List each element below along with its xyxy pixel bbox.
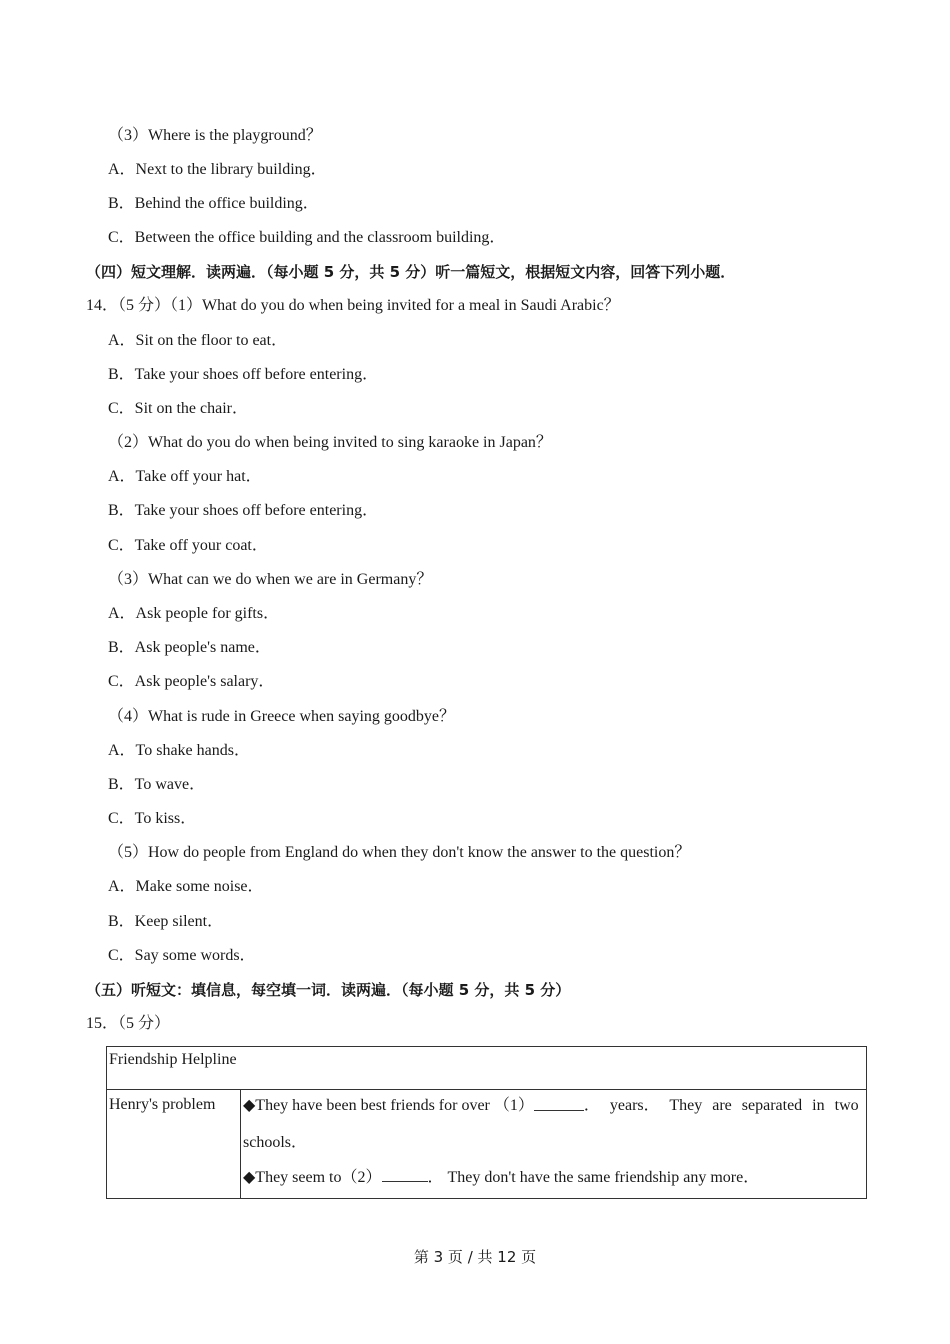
line3-text-a: ◆They seem to（2）: [243, 1169, 382, 1186]
section-4-heading: （四）短文理解．读两遍．（每小题 5 分，共 5 分）听一篇短文，根据短文内容，回答下列小题．: [86, 263, 736, 281]
q14-p2-option-b: B．Take your shoes off before entering．: [108, 502, 379, 519]
q15-number: 15．（5 分）: [86, 1015, 171, 1032]
content-line-2: schools．: [243, 1134, 308, 1151]
q14-p3-option-b: B．Ask people's name．: [108, 639, 271, 656]
content-line-1: [243, 1096, 864, 1116]
q14-p1-option-c: C．Sit on the chair．: [108, 400, 248, 417]
q14-question-3: （3）What can we do when we are in Germany？: [108, 571, 433, 588]
q14-question-2: （2）What do you do when being invited to sing karaoke in Japan？: [108, 434, 552, 451]
q14-p4-option-c: C．To kiss．: [108, 810, 197, 827]
table-row-label: Henry's problem: [107, 1090, 241, 1199]
friendship-helpline-table: [106, 1046, 867, 1199]
q14-p1-option-b: B．Take your shoes off before entering．: [108, 366, 379, 383]
q14-p4-option-b: B．To wave．: [108, 776, 206, 793]
blank-2[interactable]: [382, 1167, 428, 1182]
blank-1[interactable]: [534, 1096, 584, 1111]
table-row-content: [241, 1090, 867, 1199]
q14-p5-option-a: A．Make some noise．: [108, 878, 264, 895]
q14-question-4: （4）What is rude in Greece when saying goodbye？: [108, 708, 456, 725]
q14-p3-option-c: C．Ask people's salary．: [108, 673, 275, 690]
q14-p2-option-a: A．Take off your hat．: [108, 468, 262, 485]
content-line-3: [243, 1167, 864, 1188]
table-title: Friendship Helpline: [107, 1047, 867, 1090]
q14-p4-option-a: A．To shake hands．: [108, 742, 250, 759]
q14-p3-option-a: A．Ask people for gifts．: [108, 605, 280, 622]
q14-p5-option-c: C．Say some words．: [108, 947, 256, 964]
line1-text-b: ． years． They are separated in two: [583, 1097, 859, 1114]
page-footer: 第 3 页 / 共 12 页: [413, 1248, 537, 1266]
q14-question-1: 14．（5 分）（1）What do you do when being invited for a meal in Saudi Arabic？: [86, 297, 620, 314]
q14-question-5: （5）How do people from England do when they don't know the answer to the question？: [108, 844, 691, 861]
q14-p1-option-a: A．Sit on the floor to eat．: [108, 332, 288, 349]
q14-p2-option-c: C．Take off your coat．: [108, 537, 268, 554]
section-5-heading: （五）听短文：填信息，每空填一词．读两遍．（每小题 5 分，共 5 分）: [86, 981, 571, 999]
line1-text-a: ◆They have been best friends for over （1）: [243, 1097, 534, 1114]
q13-part3-option-b: B．Behind the office building．: [108, 195, 319, 212]
q13-part3-option-a: A．Next to the library building．: [108, 161, 327, 178]
line3-text-b: ． They don't have the same friendship any more．: [427, 1169, 760, 1186]
q13-part3-option-c: C．Between the office building and the classroom building．: [108, 229, 506, 246]
q14-p5-option-b: B．Keep silent．: [108, 913, 224, 930]
q13-part3-question: （3）Where is the playground？: [108, 127, 322, 144]
